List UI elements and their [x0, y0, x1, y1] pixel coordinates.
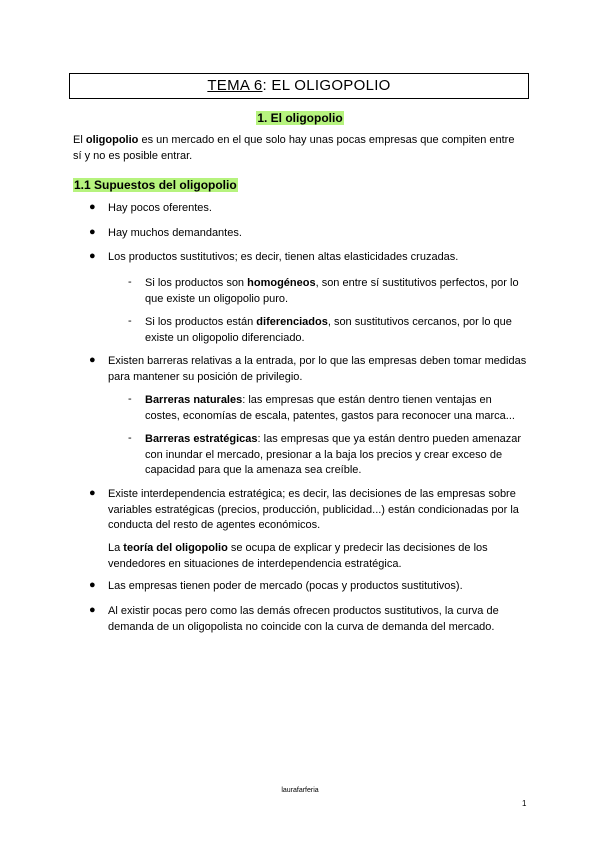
dash-icon: -: [128, 315, 132, 327]
bullet-icon: ●: [89, 201, 96, 213]
section-heading-1: 1. El oligopolio: [257, 111, 343, 125]
note-teoria-oligopolio: La teoría del oligopolio se ocupa de explicar y predecir las decisiones de los vendedores en situaciones de interdependencia estratégica.: [108, 542, 488, 570]
bullet-text-poder-mercado: Las empresas tienen poder de mercado (pocas y productos sustitutivos).: [108, 580, 463, 592]
bullet-text-curva-demanda: Al existir pocas pero como las demás ofrecen productos sustitutivos, la curva de demanda de un oligopolista no coincide con la curva de demanda del mercado.: [108, 605, 499, 633]
sub-item-barreras-estrategicas: Barreras estratégicas: las empresas que ya están dentro pueden amenazar con inundar el mercado, presionar a la baja los precios y crear exceso de capacidad para que la amenaza sea creíble.: [145, 433, 522, 476]
dash-icon: -: [128, 432, 132, 444]
page-number: 1: [522, 799, 527, 808]
title-topic-name: : EL OLIGOPOLIO: [262, 77, 391, 94]
sub-item-diferenciados: Si los productos están diferenciados, son sustitutivos cercanos, por lo que existe un oligopolio diferenciado.: [145, 316, 512, 344]
dash-icon: -: [128, 276, 132, 288]
bullet-text-barreras-entrada: Existen barreras relativas a la entrada, por lo que las empresas deben tomar medidas para mantener su posición de privilegio.: [108, 355, 527, 383]
section-heading-1-1: 1.1 Supuestos del oligopolio: [74, 178, 237, 192]
intro-paragraph: El oligopolio es un mercado en el que solo hay unas pocas empresas que compiten entre sí y no es posible entrar.: [73, 134, 515, 162]
bullet-icon: ●: [89, 579, 96, 591]
bullet-icon: ●: [89, 604, 96, 616]
sub-item-barreras-naturales: Barreras naturales: las empresas que están dentro tienen ventajas en costes, economías de escala, patentes, gastos para reconocer una marca...: [145, 394, 515, 422]
title-topic-number: TEMA 6: [207, 77, 263, 94]
footer-author: laurafarferia: [281, 787, 319, 794]
bullet-icon: ●: [89, 226, 96, 238]
page-title: [69, 73, 529, 99]
bullet-icon: ●: [89, 250, 96, 262]
bullet-icon: ●: [89, 354, 96, 366]
bullet-text-muchos-demandantes: Hay muchos demandantes.: [108, 227, 242, 239]
sub-item-homogeneos: Si los productos son homogéneos, son entre sí sustitutivos perfectos, por lo que existe un oligopolio puro.: [145, 277, 519, 305]
bullet-text-productos-sustitutivos: Los productos sustitutivos; es decir, tienen altas elasticidades cruzadas.: [108, 251, 459, 263]
bullet-icon: ●: [89, 487, 96, 499]
bullet-text-interdependencia: Existe interdependencia estratégica; es decir, las decisiones de las empresas sobre variables estratégicas (precios, producción, publicidad...) están condicionadas por la conducta del resto de agentes económicos.: [108, 488, 519, 531]
dash-icon: -: [128, 393, 132, 405]
bullet-text-pocos-oferentes: Hay pocos oferentes.: [108, 202, 212, 214]
